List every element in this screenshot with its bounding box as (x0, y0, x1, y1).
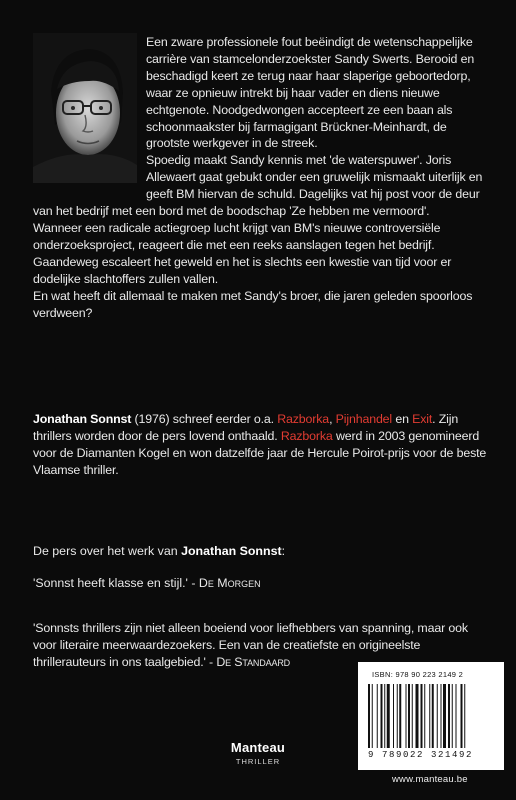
press-intro-text: De pers over het werk van (33, 544, 182, 558)
barcode-bar (424, 684, 425, 748)
barcode-bar (408, 684, 410, 748)
synopsis-paragraph: Wanneer een radicale actiegroep lucht krijgt van BM's nieuwe controversiële onderzoeksproject, reageert die met een reeks aanslagen tegen het bedrijf. Gaandeweg escaleert het geweld en het is slechts een kwestie van tijd voor er dodelijke slachtoffers zullen vallen. (33, 220, 452, 286)
barcode-bar (432, 684, 434, 748)
barcode-bar (416, 684, 419, 748)
barcode-bar (397, 684, 398, 748)
bio-text: . Zijn thrillers worden door de pers lovend onthaald. (33, 412, 459, 443)
quote-source: De Morgen (198, 576, 261, 590)
book-title: Exit (412, 412, 433, 426)
barcode-bar (448, 684, 450, 748)
bio-text: en (392, 412, 413, 426)
synopsis-paragraph: Spoedig maakt Sandy kennis met 'de waterspuwer'. Joris Allewaert gaat gebukt onder een gruwelijk mismaakt uiterlijk en geeft BM hiervan de schuld. Dagelijks vat hij post voor de deur van het bedrijf met een bord met de boodschap 'Ze hebben me vermoord'. (33, 153, 483, 219)
barcode-image (368, 684, 494, 748)
publisher-series: THRILLER (235, 757, 281, 766)
barcode-bar (377, 684, 378, 748)
barcode-bar (381, 684, 383, 748)
book-title: Razborka (277, 412, 330, 426)
isbn-text: ISBN: 978 90 223 2149 2 (372, 670, 464, 679)
barcode-bar (372, 684, 373, 748)
quote-text: 'Sonnst heeft klasse en stijl.' - (33, 576, 199, 590)
barcode-bar (421, 684, 423, 748)
barcode-bar (456, 684, 457, 748)
publisher-name: Manteau (230, 740, 286, 755)
barcode-bar (443, 684, 446, 748)
barcode-bar (429, 684, 430, 748)
barcode-bar (387, 684, 390, 748)
barcode-bar (441, 684, 442, 748)
author-bio (33, 411, 488, 479)
press-quote (33, 575, 488, 592)
barcode-bar (399, 684, 401, 748)
press-author-name: Jonathan Sonnst (181, 544, 282, 558)
barcode-bar (412, 684, 413, 748)
bio-text: , (329, 412, 336, 426)
barcode-bar (464, 684, 465, 748)
bio-text: (1976) schreef eerder o.a. (131, 412, 278, 426)
barcode-bar (384, 684, 385, 748)
book-title: Pijnhandel (335, 412, 393, 426)
barcode-bar (393, 684, 394, 748)
bio-text: werd in 2003 genomineerd voor de Diamanten Kogel en won datzelfde jaar de Hercule Poirot-prijs voor de beste Vlaamse thriller. (33, 429, 487, 477)
photo-float-space (33, 34, 146, 196)
barcode-label (358, 662, 504, 770)
press-intro (33, 543, 488, 560)
barcode-bar (461, 684, 463, 748)
synopsis-paragraph: En wat heeft dit allemaal te maken met Sandy's broer, die jaren geleden spoorloos verdween? (33, 288, 473, 320)
publisher-logo (222, 740, 294, 766)
barcode-digits: 9 789022 321492 (368, 750, 474, 760)
author-name: Jonathan Sonnst (33, 412, 132, 426)
quote-source: De Standaard (216, 655, 291, 669)
book-title: Razborka (280, 429, 333, 443)
quote-text: 'Sonnsts thrillers zijn niet alleen boeiend voor liefhebbers van spanning, maar ook voor literaire meerwaardezoekers. Een van de creatiefste en origineelste thrillerauteurs in ons taalgebied.' - (33, 621, 468, 669)
synopsis (33, 34, 488, 321)
barcode-bar (437, 684, 438, 748)
barcode-bar (406, 684, 407, 748)
press-intro-end: : (281, 544, 286, 558)
barcode-bar (368, 684, 370, 748)
publisher-website: www.manteau.be (392, 774, 468, 785)
barcode-bar (452, 684, 453, 748)
synopsis-paragraph: Een zware professionele fout beëindigt de wetenschappelijke carrière van stamcelonderzoekster Sandy Swerts. Berooid en beschadigd keert ze terug naar haar slaperige geboortedorp, waar ze opnieuw intrekt bij haar vader en diens nieuwe echtgenote. Noodgedwongen accepteert ze een baan als schoonmaakster bij farmagigant Brückner-Meinhardt, de grootste werkgever in de streek. (146, 35, 475, 151)
author-bio-text (33, 411, 488, 479)
